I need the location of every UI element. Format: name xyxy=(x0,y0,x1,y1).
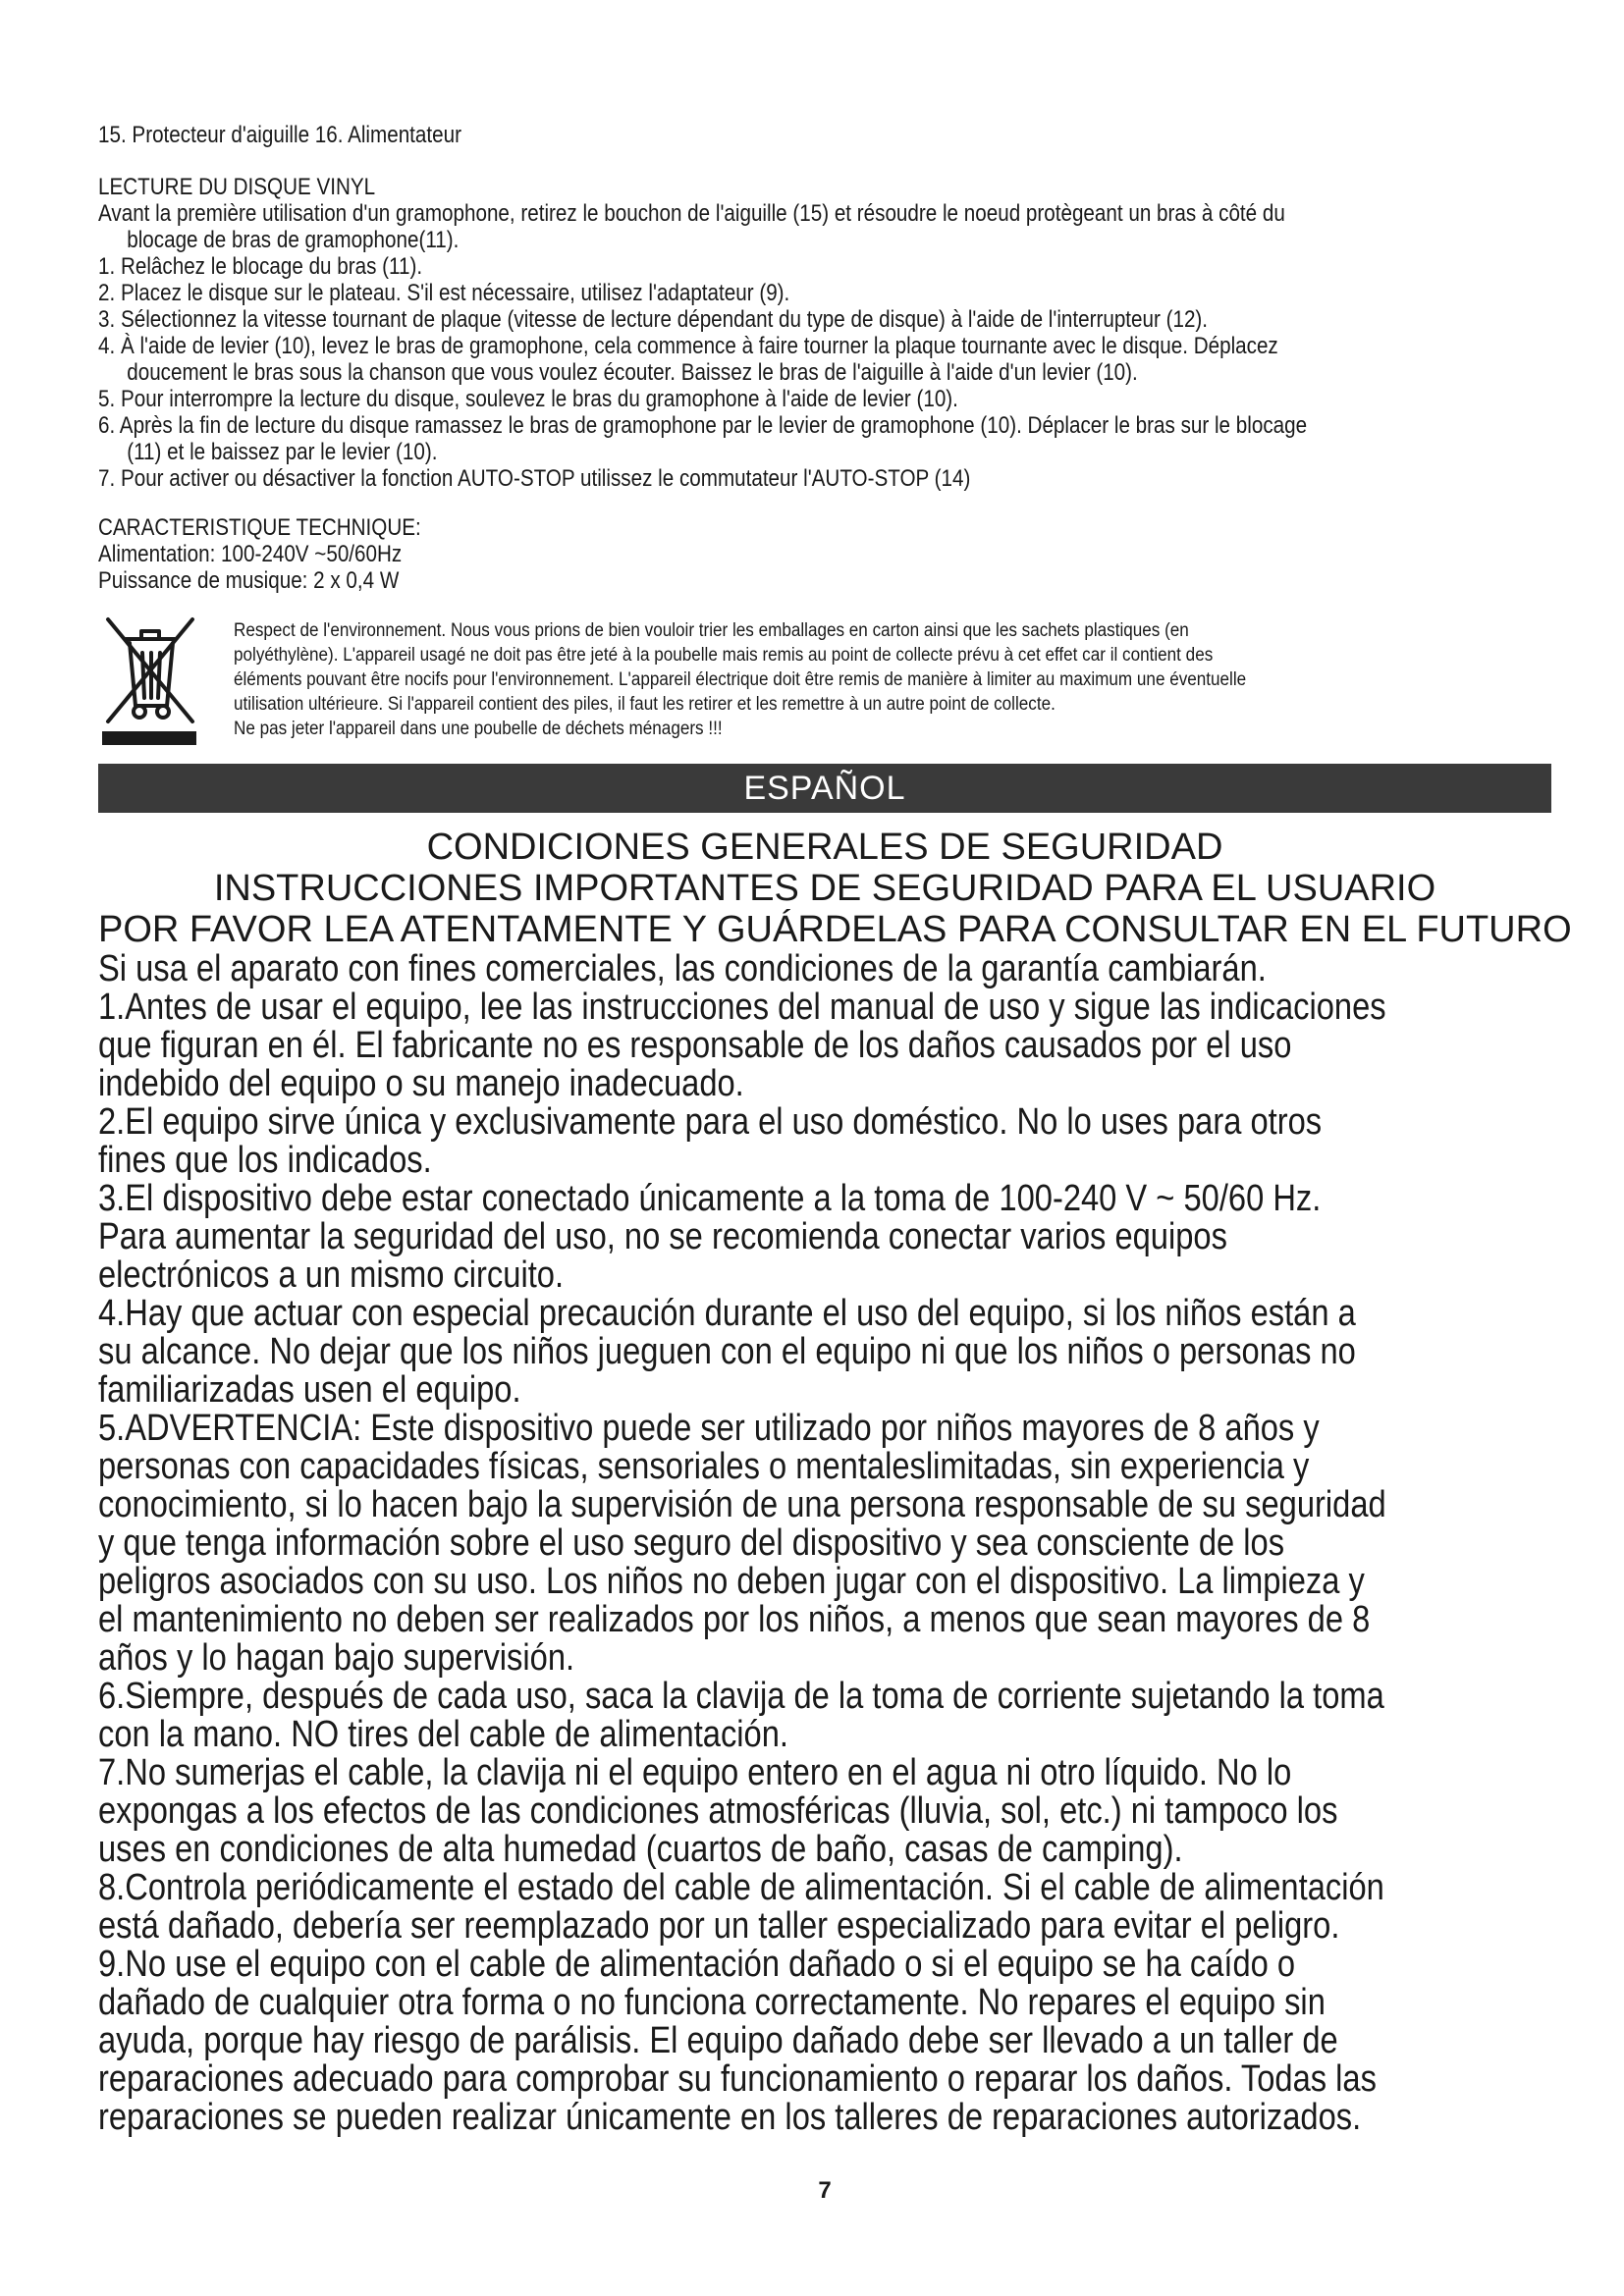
body-line: peligros asociados con su uso. Los niños no deben jugar con el dispositivo. La limpieza y xyxy=(98,1561,1365,1602)
body-line: conocimiento, si lo hacen bajo la supervisión de una persona responsable de su seguridad xyxy=(98,1484,1386,1525)
body-line: indebido del equipo o su manejo inadecuado. xyxy=(98,1063,744,1104)
body-line: ayuda, porque hay riesgo de parálisis. El equipo dañado debe ser llevado a un taller de xyxy=(98,2020,1338,2061)
instruction-line: 3. Sélectionnez la vitesse tournant de plaque (vitesse de lecture dépendant du type de disque) à l'aide de l'interrupteur (12). xyxy=(98,306,1209,333)
title-line: INSTRUCCIONES IMPORTANTES DE SEGURIDAD PARA EL USUARIO xyxy=(213,868,1436,909)
body-line: reparaciones se pueden realizar únicamente en los talleres de reparaciones autorizados. xyxy=(98,2097,1362,2138)
body-line: el mantenimiento no deben ser realizados por los niños, a menos que sean mayores de 8 xyxy=(98,1599,1371,1640)
crossed-out-wheelie-bin-icon xyxy=(98,614,200,746)
spanish-safety-titles xyxy=(98,827,1572,950)
instruction-line: 6. Après la fin de lecture du disque ramassez le bras de gramophone par le levier de gramophone (10). Déplacer le bras sur le blocage xyxy=(98,412,1308,439)
section-heading: LECTURE DU DISQUE VINYL xyxy=(98,174,376,200)
body-line: fines que los indicados. xyxy=(98,1140,432,1181)
body-line: 7.No sumerjas el cable, la clavija ni el equipo entero en el agua ni otro líquido. No lo xyxy=(98,1752,1292,1793)
notice-line: polyéthylène). L'appareil usagé ne doit pas être jeté à la poubelle mais remis au point de collecte prévu à cet effet car il contient des xyxy=(234,645,1214,666)
body-line: dañado de cualquier otra forma o no funciona correctamente. No repares el equipo sin xyxy=(98,1982,1326,2023)
instruction-line: Avant la première utilisation d'un gramophone, retirez le bouchon de l'aiguille (15) et résoudre le noeud protègeant un bras à côté du xyxy=(98,200,1285,227)
body-line: reparaciones adecuado para comprobar su funcionamiento o reparar los daños. Todas las xyxy=(98,2058,1377,2100)
body-line: con la mano. NO tires del cable de alimentación. xyxy=(98,1714,788,1755)
playback-instructions xyxy=(98,200,1550,492)
parts-list-line: 15. Protecteur d'aiguille 16. Alimentateur xyxy=(98,122,461,148)
body-line: personas con capacidades físicas, sensoriales o mentaleslimitadas, sin experiencia y xyxy=(98,1446,1310,1487)
notice-line: Ne pas jeter l'appareil dans une poubelle de déchets ménagers !!! xyxy=(234,719,723,739)
body-line: 3.El dispositivo debe estar conectado únicamente a la toma de 100-240 V ~ 50/60 Hz. xyxy=(98,1178,1322,1219)
body-line: 9.No use el equipo con el cable de alimentación dañado o si el equipo se ha caído o xyxy=(98,1944,1296,1985)
instruction-line: doucement le bras sous la chanson que vous voulez écouter. Baissez le bras de l'aiguille à l'aide d'un levier (10). xyxy=(127,359,1138,386)
instruction-line: blocage de bras de gramophone(11). xyxy=(127,227,460,253)
technical-specs-section xyxy=(98,514,1550,594)
body-line: Si usa el aparato con fines comerciales, las condiciones de la garantía cambiarán. xyxy=(98,948,1267,989)
body-line: 8.Controla periódicamente el estado del cable de alimentación. Si el cable de alimentación xyxy=(98,1867,1384,1908)
instruction-line: 4. À l'aide de levier (10), levez le bras de gramophone, cela commence à faire tourner la plaque tournante avec le disque. Déplacez xyxy=(98,333,1278,359)
body-line: años y lo hagan bajo supervisión. xyxy=(98,1637,575,1679)
body-line: 1.Antes de usar el equipo, lee las instrucciones del manual de uso y sigue las indicaciones xyxy=(98,987,1386,1028)
body-line: 2.El equipo sirve única y exclusivamente para el uso doméstico. No lo uses para otros xyxy=(98,1101,1323,1143)
instruction-line: 5. Pour interrompre la lecture du disque, soulevez le bras du gramophone à l'aide de levier (10). xyxy=(98,386,958,412)
body-line: 6.Siempre, después de cada uso, saca la clavija de la toma de corriente sujetando la toma xyxy=(98,1676,1384,1717)
spanish-safety-instructions xyxy=(98,950,1550,2137)
title-line: POR FAVOR LEA ATENTAMENTE Y GUÁRDELAS PARA CONSULTAR EN EL FUTURO xyxy=(98,909,1572,950)
body-line: 5.ADVERTENCIA: Este dispositivo puede ser utilizado por niños mayores de 8 años y xyxy=(98,1408,1320,1449)
body-line: 4.Hay que actuar con especial precaución durante el uso del equipo, si los niños están a xyxy=(98,1293,1356,1334)
body-line: expongas a los efectos de las condiciones atmosféricas (lluvia, sol, etc.) ni tampoco los xyxy=(98,1790,1338,1832)
environment-notice xyxy=(234,618,1612,741)
body-line: y que tenga información sobre el uso seguro del dispositivo y sea consciente de los xyxy=(98,1522,1285,1564)
notice-line: éléments pouvant être nocifs pour l'environnement. L'appareil électrique doit être remis de manière à limiter au maximum une éventuelle xyxy=(234,669,1247,690)
vinyl-playback-section xyxy=(98,174,1550,492)
language-section-bar: ESPAÑOL xyxy=(98,764,1551,813)
section-heading: CARACTERISTIQUE TECHNIQUE: xyxy=(98,514,421,541)
notice-line: Respect de l'environnement. Nous vous prions de bien vouloir trier les emballages en carton ainsi que les sachets plastiques (en xyxy=(234,620,1189,641)
instruction-line: 1. Relâchez le blocage du bras (11). xyxy=(98,253,423,280)
body-line: Para aumentar la seguridad del uso, no se recomienda conectar varios equipos xyxy=(98,1216,1227,1257)
body-line: está dañado, debería ser reemplazado por un taller especializado para evitar el peligro. xyxy=(98,1905,1340,1947)
instruction-line: 2. Placez le disque sur le plateau. S'il est nécessaire, utilisez l'adaptateur (9). xyxy=(98,280,790,306)
body-line: familiarizadas usen el equipo. xyxy=(98,1369,521,1411)
body-line: que figuran en él. El fabricante no es responsable de los daños causados por el uso xyxy=(98,1025,1292,1066)
body-line: su alcance. No dejar que los niños jueguen con el equipo ni que los niños o personas no xyxy=(98,1331,1356,1372)
instruction-line: 7. Pour activer ou désactiver la fonction AUTO-STOP utilissez le commutateur l'AUTO-STOP (14) xyxy=(98,465,971,492)
page-number: 7 xyxy=(818,2177,832,2204)
body-line: electrónicos a un mismo circuito. xyxy=(98,1255,565,1296)
spec-line: Puissance de musique: 2 x 0,4 W xyxy=(98,567,400,594)
title-line: CONDICIONES GENERALES DE SEGURIDAD xyxy=(426,827,1223,868)
notice-line: utilisation ultérieure. Si l'appareil contient des piles, il faut les retirer et les remettre à un autre point de collecte. xyxy=(234,694,1056,715)
instruction-line: (11) et le baissez par le levier (10). xyxy=(127,439,438,465)
body-line: uses en condiciones de alta humedad (cuartos de baño, casas de camping). xyxy=(98,1829,1183,1870)
spec-line: Alimentation: 100-240V ~50/60Hz xyxy=(98,541,403,567)
